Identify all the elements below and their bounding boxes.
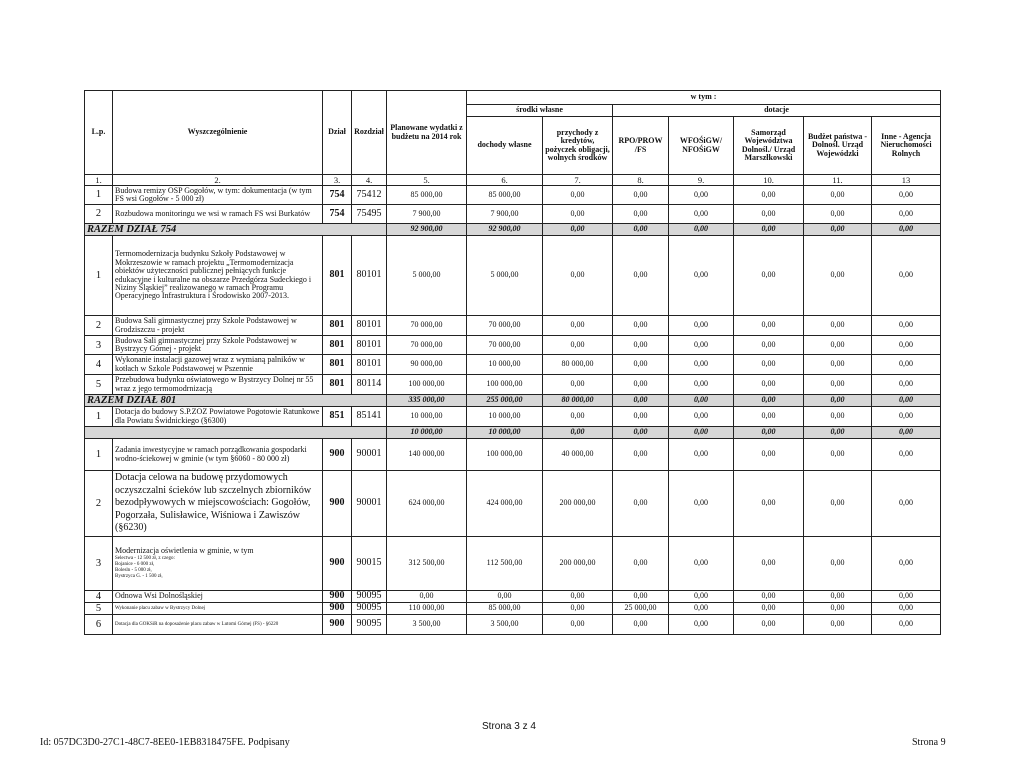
- header-dotacje: dotacje: [613, 105, 941, 117]
- amount-cell: 0,00: [669, 186, 734, 205]
- rozdzial-code: 90001: [352, 471, 387, 537]
- dzial-code: 900: [323, 591, 352, 603]
- task-name-cell: [113, 355, 323, 375]
- amount-cell: 100 000,00: [467, 439, 543, 471]
- table-body: [85, 186, 941, 635]
- task-name-subline: Bystrzyca G. - 1 500 zł,: [115, 573, 163, 579]
- summary-row: [85, 395, 941, 407]
- amount-cell: 0,00: [543, 407, 613, 427]
- amount-cell: 0,00: [669, 375, 734, 395]
- task-name-cell: [113, 615, 323, 635]
- summary-label: RAZEM DZIAŁ 801: [85, 395, 387, 407]
- rozdzial-code: 80101: [352, 355, 387, 375]
- task-name-cell: [113, 537, 323, 591]
- amount-cell: 0,00: [734, 186, 804, 205]
- amount-cell: 110 000,00: [387, 603, 467, 615]
- amount-cell: 0,00: [734, 407, 804, 427]
- task-name-cell: [113, 336, 323, 355]
- amount-cell: 0,00: [734, 591, 804, 603]
- amount-cell: 0,00: [669, 407, 734, 427]
- table-row: [85, 355, 941, 375]
- amount-cell: 0,00: [669, 236, 734, 316]
- amount-cell: 0,00: [872, 615, 941, 635]
- amount-cell: 0,00: [669, 395, 734, 407]
- amount-cell: 0,00: [872, 205, 941, 224]
- page-number-right: Strona 9: [912, 737, 946, 748]
- row-number: 1: [85, 236, 113, 316]
- amount-cell: 0,00: [804, 224, 872, 236]
- header-rpo: RPO/PROW /FS: [613, 117, 669, 175]
- dzial-code: 900: [323, 615, 352, 635]
- task-name-cell: [113, 236, 323, 316]
- row-number: 4: [85, 355, 113, 375]
- dzial-code: 900: [323, 537, 352, 591]
- task-name: Dotacja dla GOKSiR na doposażenie placu zabaw w Lutomi Górnej (FS) - §6220: [115, 621, 279, 627]
- dzial-code: 900: [323, 471, 352, 537]
- dzial-code: 754: [323, 186, 352, 205]
- header-wfos: WFOŚiGW/ NFOŚiGW: [669, 117, 734, 175]
- rozdzial-code: 75412: [352, 186, 387, 205]
- amount-cell: 0,00: [734, 615, 804, 635]
- amount-cell: 0,00: [613, 537, 669, 591]
- amount-cell: 0,00: [872, 407, 941, 427]
- amount-cell: 0,00: [734, 537, 804, 591]
- amount-cell: 0,00: [543, 316, 613, 336]
- amount-cell: 0,00: [543, 375, 613, 395]
- summary-row: [85, 427, 941, 439]
- amount-cell: 0,00: [804, 439, 872, 471]
- amount-cell: 10 000,00: [467, 407, 543, 427]
- amount-cell: 0,00: [613, 205, 669, 224]
- dzial-code: 801: [323, 336, 352, 355]
- amount-cell: 0,00: [613, 355, 669, 375]
- amount-cell: 0,00: [613, 427, 669, 439]
- amount-cell: 0,00: [734, 427, 804, 439]
- task-name: Przebudowa budynku oświatowego w Bystrzycy Dolnej nr 55 wraz z jego termomodrnizacją: [115, 375, 314, 393]
- amount-cell: 0,00: [734, 603, 804, 615]
- amount-cell: 0,00: [613, 439, 669, 471]
- summary-label: RAZEM DZIAŁ 754: [85, 224, 387, 236]
- column-number: 13: [872, 175, 941, 186]
- amount-cell: 0,00: [669, 603, 734, 615]
- amount-cell: 0,00: [734, 316, 804, 336]
- dzial-code: 900: [323, 439, 352, 471]
- amount-cell: 0,00: [872, 355, 941, 375]
- row-number: 2: [85, 205, 113, 224]
- amount-cell: 5 000,00: [387, 236, 467, 316]
- amount-cell: 0,00: [613, 224, 669, 236]
- amount-cell: 0,00: [734, 224, 804, 236]
- amount-cell: 0,00: [872, 236, 941, 316]
- amount-cell: 100 000,00: [387, 375, 467, 395]
- dzial-code: 754: [323, 205, 352, 224]
- column-number: 11.: [804, 175, 872, 186]
- summary-row: [85, 224, 941, 236]
- amount-cell: 0,00: [872, 186, 941, 205]
- amount-cell: 335 000,00: [387, 395, 467, 407]
- row-number: 3: [85, 537, 113, 591]
- task-name: Modernizacja oświetlenia w gminie, w tym: [115, 546, 254, 556]
- amount-cell: 0,00: [613, 316, 669, 336]
- header-planowane: Planowane wydatki z budżetu na 2014 rok: [387, 91, 467, 175]
- task-name: Wykonanie placu zabaw w Bystrzycy Dolnej: [115, 605, 206, 611]
- amount-cell: 0,00: [734, 375, 804, 395]
- column-number: 1.: [85, 175, 113, 186]
- amount-cell: 100 000,00: [467, 375, 543, 395]
- amount-cell: 10 000,00: [387, 427, 467, 439]
- column-number: 4.: [352, 175, 387, 186]
- amount-cell: 0,00: [734, 439, 804, 471]
- task-name: Dotacja do budowy S.P.ZOZ Powiatowe Pogotowie Ratunkowe dla Powiatu Świdnickiego (§6300): [115, 407, 320, 425]
- amount-cell: 0,00: [543, 186, 613, 205]
- amount-cell: 0,00: [613, 471, 669, 537]
- rozdzial-code: 80101: [352, 316, 387, 336]
- table-row: [85, 236, 941, 316]
- task-name: Wykonanie instalacji gazowej wraz z wymianą palników w kotłach w Szkole Podstawowej w Pszennie: [115, 355, 305, 373]
- table-row: [85, 615, 941, 635]
- amount-cell: 0,00: [543, 205, 613, 224]
- amount-cell: 70 000,00: [387, 336, 467, 355]
- table-row: [85, 336, 941, 355]
- amount-cell: 0,00: [804, 355, 872, 375]
- amount-cell: 0,00: [734, 355, 804, 375]
- task-name-cell: [113, 316, 323, 336]
- task-name: Odnowa Wsi Dolnośląskiej: [115, 591, 203, 601]
- row-number: 1: [85, 439, 113, 471]
- amount-cell: 0,00: [669, 355, 734, 375]
- amount-cell: 0,00: [872, 591, 941, 603]
- amount-cell: 0,00: [804, 615, 872, 635]
- amount-cell: 92 900,00: [467, 224, 543, 236]
- amount-cell: 3 500,00: [387, 615, 467, 635]
- task-name-cell: [113, 591, 323, 603]
- table-row: [85, 603, 941, 615]
- column-number: 6.: [467, 175, 543, 186]
- rozdzial-code: 80101: [352, 336, 387, 355]
- amount-cell: 0,00: [613, 591, 669, 603]
- amount-cell: 0,00: [543, 224, 613, 236]
- amount-cell: 0,00: [872, 316, 941, 336]
- amount-cell: 0,00: [669, 615, 734, 635]
- column-number: 3.: [323, 175, 352, 186]
- rozdzial-code: 75495: [352, 205, 387, 224]
- amount-cell: 0,00: [804, 336, 872, 355]
- amount-cell: 0,00: [872, 224, 941, 236]
- amount-cell: 0,00: [669, 427, 734, 439]
- rozdzial-code: 90015: [352, 537, 387, 591]
- amount-cell: 200 000,00: [543, 537, 613, 591]
- amount-cell: 0,00: [804, 471, 872, 537]
- table-row: [85, 537, 941, 591]
- amount-cell: 10 000,00: [387, 407, 467, 427]
- column-number: 9.: [669, 175, 734, 186]
- task-name-subline: Bolesln - 5 000 zł,: [115, 567, 152, 573]
- table-row: [85, 205, 941, 224]
- header-rozdzial: Rozdział: [352, 91, 387, 175]
- task-name: Termomodernizacja budynku Szkoły Podstawowej w Mokrzeszowie w ramach projektu „Termomodernizacja obiektów użyteczności publicznej pełniących funkcje edukacyjne i kulturalne na obszarze Przedgórza Sudeckiego i Niziny Śląskiej” realizowanego w ramach Programu Operacyjnego Infrastruktura i Środowisko 2007-2013.: [115, 249, 312, 301]
- column-number: 8.: [613, 175, 669, 186]
- amount-cell: 0,00: [543, 603, 613, 615]
- task-name-cell: [113, 375, 323, 395]
- row-number: 4: [85, 591, 113, 603]
- amount-cell: 0,00: [669, 224, 734, 236]
- amount-cell: 0,00: [467, 591, 543, 603]
- task-name-cell: [113, 439, 323, 471]
- column-number-row: [85, 175, 941, 186]
- amount-cell: 70 000,00: [467, 336, 543, 355]
- amount-cell: 0,00: [804, 407, 872, 427]
- header-dochody-wlasne: dochody własne: [467, 117, 543, 175]
- amount-cell: 0,00: [543, 427, 613, 439]
- amount-cell: 70 000,00: [387, 316, 467, 336]
- amount-cell: 0,00: [669, 439, 734, 471]
- budget-sheet: [84, 90, 940, 635]
- header-w-tym: w tym :: [467, 91, 941, 105]
- document-id-footer: Id: 057DC3D0-27C1-48C7-8EE0-1EB8318475FE. Podpisany: [40, 737, 290, 748]
- amount-cell: 312 500,00: [387, 537, 467, 591]
- amount-cell: 0,00: [669, 471, 734, 537]
- amount-cell: 0,00: [804, 205, 872, 224]
- header-inne: Inne - Agencja Nieruchomości Rolnych: [872, 117, 941, 175]
- task-name-cell: [113, 205, 323, 224]
- header-budzet-panstwa: Budżet państwa - Dolnośl. Urząd Wojewódzki: [804, 117, 872, 175]
- amount-cell: 424 000,00: [467, 471, 543, 537]
- amount-cell: 112 500,00: [467, 537, 543, 591]
- amount-cell: 0,00: [872, 603, 941, 615]
- dzial-code: 801: [323, 375, 352, 395]
- amount-cell: 0,00: [613, 395, 669, 407]
- dzial-code: 801: [323, 236, 352, 316]
- amount-cell: 255 000,00: [467, 395, 543, 407]
- amount-cell: 0,00: [613, 236, 669, 316]
- amount-cell: 0,00: [804, 395, 872, 407]
- amount-cell: 0,00: [872, 537, 941, 591]
- amount-cell: 85 000,00: [467, 186, 543, 205]
- amount-cell: 10 000,00: [467, 427, 543, 439]
- amount-cell: 0,00: [804, 186, 872, 205]
- amount-cell: 0,00: [734, 236, 804, 316]
- column-number: 5.: [387, 175, 467, 186]
- amount-cell: 200 000,00: [543, 471, 613, 537]
- rozdzial-code: 90095: [352, 591, 387, 603]
- table-row: [85, 407, 941, 427]
- task-name: Budowa remizy OSP Gogołów, w tym: dokumentacja (w tym FS wsi Gogołów - 5 000 zł): [115, 185, 312, 203]
- amount-cell: 70 000,00: [467, 316, 543, 336]
- column-number: 7.: [543, 175, 613, 186]
- task-name: Zadania inwestycyjne w ramach porządkowania gospodarki wodno-ściekowej w gminie (w tym §6060 - 80 000 zł): [115, 445, 307, 463]
- dzial-code: 900: [323, 603, 352, 615]
- table-row: [85, 591, 941, 603]
- row-number: 3: [85, 336, 113, 355]
- row-number: 1: [85, 186, 113, 205]
- amount-cell: 0,00: [669, 537, 734, 591]
- amount-cell: 0,00: [872, 471, 941, 537]
- amount-cell: 80 000,00: [543, 355, 613, 375]
- amount-cell: 0,00: [872, 439, 941, 471]
- amount-cell: 0,00: [669, 591, 734, 603]
- task-name: Budowa Sali gimnastycznej przy Szkole Podstawowej w Grodziszczu - projekt: [115, 316, 297, 334]
- row-number: 5: [85, 375, 113, 395]
- header-name: Wyszczególnienie: [113, 91, 323, 175]
- header-dzial: Dział: [323, 91, 352, 175]
- amount-cell: 0,00: [613, 407, 669, 427]
- table-row: [85, 186, 941, 205]
- header-samorzad: Samorząd Województwa Dolnośl./ Urząd Marszłkowski: [734, 117, 804, 175]
- budget-table: [84, 90, 941, 635]
- row-number: 2: [85, 471, 113, 537]
- amount-cell: 5 000,00: [467, 236, 543, 316]
- task-name-cell: [113, 407, 323, 427]
- amount-cell: 0,00: [734, 336, 804, 355]
- amount-cell: 0,00: [804, 236, 872, 316]
- amount-cell: 0,00: [613, 186, 669, 205]
- amount-cell: 10 000,00: [467, 355, 543, 375]
- amount-cell: 40 000,00: [543, 439, 613, 471]
- amount-cell: 0,00: [613, 375, 669, 395]
- row-number: 1: [85, 407, 113, 427]
- amount-cell: 7 900,00: [387, 205, 467, 224]
- task-name: Dotacja celowa na budowę przydomowych oczyszczalni ścieków lub szczelnych zbiorników bezodpływowych w miejscowościach: Gogołów, Pogorzała, Sulisławice, Wiśniowa i Zawiszów (§6230): [115, 472, 312, 534]
- page-number-center: Strona 3 z 4: [482, 721, 536, 732]
- amount-cell: 80 000,00: [543, 395, 613, 407]
- amount-cell: 0,00: [669, 316, 734, 336]
- summary-label: [85, 427, 387, 439]
- row-number: 6: [85, 615, 113, 635]
- rozdzial-code: 80101: [352, 236, 387, 316]
- amount-cell: 0,00: [387, 591, 467, 603]
- amount-cell: 85 000,00: [387, 186, 467, 205]
- column-number: 2.: [113, 175, 323, 186]
- rozdzial-code: 90095: [352, 615, 387, 635]
- task-name-cell: [113, 186, 323, 205]
- dzial-code: 801: [323, 316, 352, 336]
- amount-cell: 0,00: [804, 603, 872, 615]
- task-name-subline: Bojanice - 6 000 zł,: [115, 561, 155, 567]
- amount-cell: 0,00: [613, 615, 669, 635]
- rozdzial-code: 85141: [352, 407, 387, 427]
- amount-cell: 0,00: [804, 591, 872, 603]
- header-przychody: przychody z kredytów, pożyczek obligacji, wolnych środków: [543, 117, 613, 175]
- amount-cell: 0,00: [543, 236, 613, 316]
- amount-cell: 0,00: [872, 375, 941, 395]
- row-number: 2: [85, 316, 113, 336]
- amount-cell: 0,00: [543, 591, 613, 603]
- amount-cell: 0,00: [613, 336, 669, 355]
- amount-cell: 0,00: [669, 205, 734, 224]
- dzial-code: 851: [323, 407, 352, 427]
- amount-cell: 0,00: [669, 336, 734, 355]
- column-number: 10.: [734, 175, 804, 186]
- table-row: [85, 316, 941, 336]
- task-name-cell: [113, 603, 323, 615]
- task-name-cell: [113, 471, 323, 537]
- amount-cell: 0,00: [543, 336, 613, 355]
- rozdzial-code: 90095: [352, 603, 387, 615]
- amount-cell: 0,00: [804, 316, 872, 336]
- task-name: Budowa Sali gimnastycznej przy Szkole Podstawowej w Bystrzycy Górnej - projekt: [115, 335, 297, 354]
- task-name-subline: Selectwa - 12 500 zł, z czego:: [115, 555, 175, 561]
- amount-cell: 0,00: [804, 427, 872, 439]
- amount-cell: 0,00: [872, 336, 941, 355]
- task-name: Rozbudowa monitoringu we wsi w ramach FS wsi Burkatów: [115, 208, 311, 218]
- header-srodki-wlasne: środki własne: [467, 105, 613, 117]
- amount-cell: 0,00: [543, 615, 613, 635]
- table-row: [85, 375, 941, 395]
- amount-cell: 92 900,00: [387, 224, 467, 236]
- header-lp: L.p.: [85, 91, 113, 175]
- amount-cell: 90 000,00: [387, 355, 467, 375]
- amount-cell: 0,00: [734, 395, 804, 407]
- amount-cell: 85 000,00: [467, 603, 543, 615]
- amount-cell: 0,00: [872, 395, 941, 407]
- table-row: [85, 471, 941, 537]
- amount-cell: 25 000,00: [613, 603, 669, 615]
- amount-cell: 0,00: [734, 205, 804, 224]
- amount-cell: 624 000,00: [387, 471, 467, 537]
- table-row: [85, 439, 941, 471]
- amount-cell: 0,00: [804, 537, 872, 591]
- amount-cell: 0,00: [872, 427, 941, 439]
- amount-cell: 3 500,00: [467, 615, 543, 635]
- amount-cell: 0,00: [734, 471, 804, 537]
- amount-cell: 7 900,00: [467, 205, 543, 224]
- rozdzial-code: 80114: [352, 375, 387, 395]
- dzial-code: 801: [323, 355, 352, 375]
- row-number: 5: [85, 603, 113, 615]
- amount-cell: 0,00: [804, 375, 872, 395]
- amount-cell: 140 000,00: [387, 439, 467, 471]
- rozdzial-code: 90001: [352, 439, 387, 471]
